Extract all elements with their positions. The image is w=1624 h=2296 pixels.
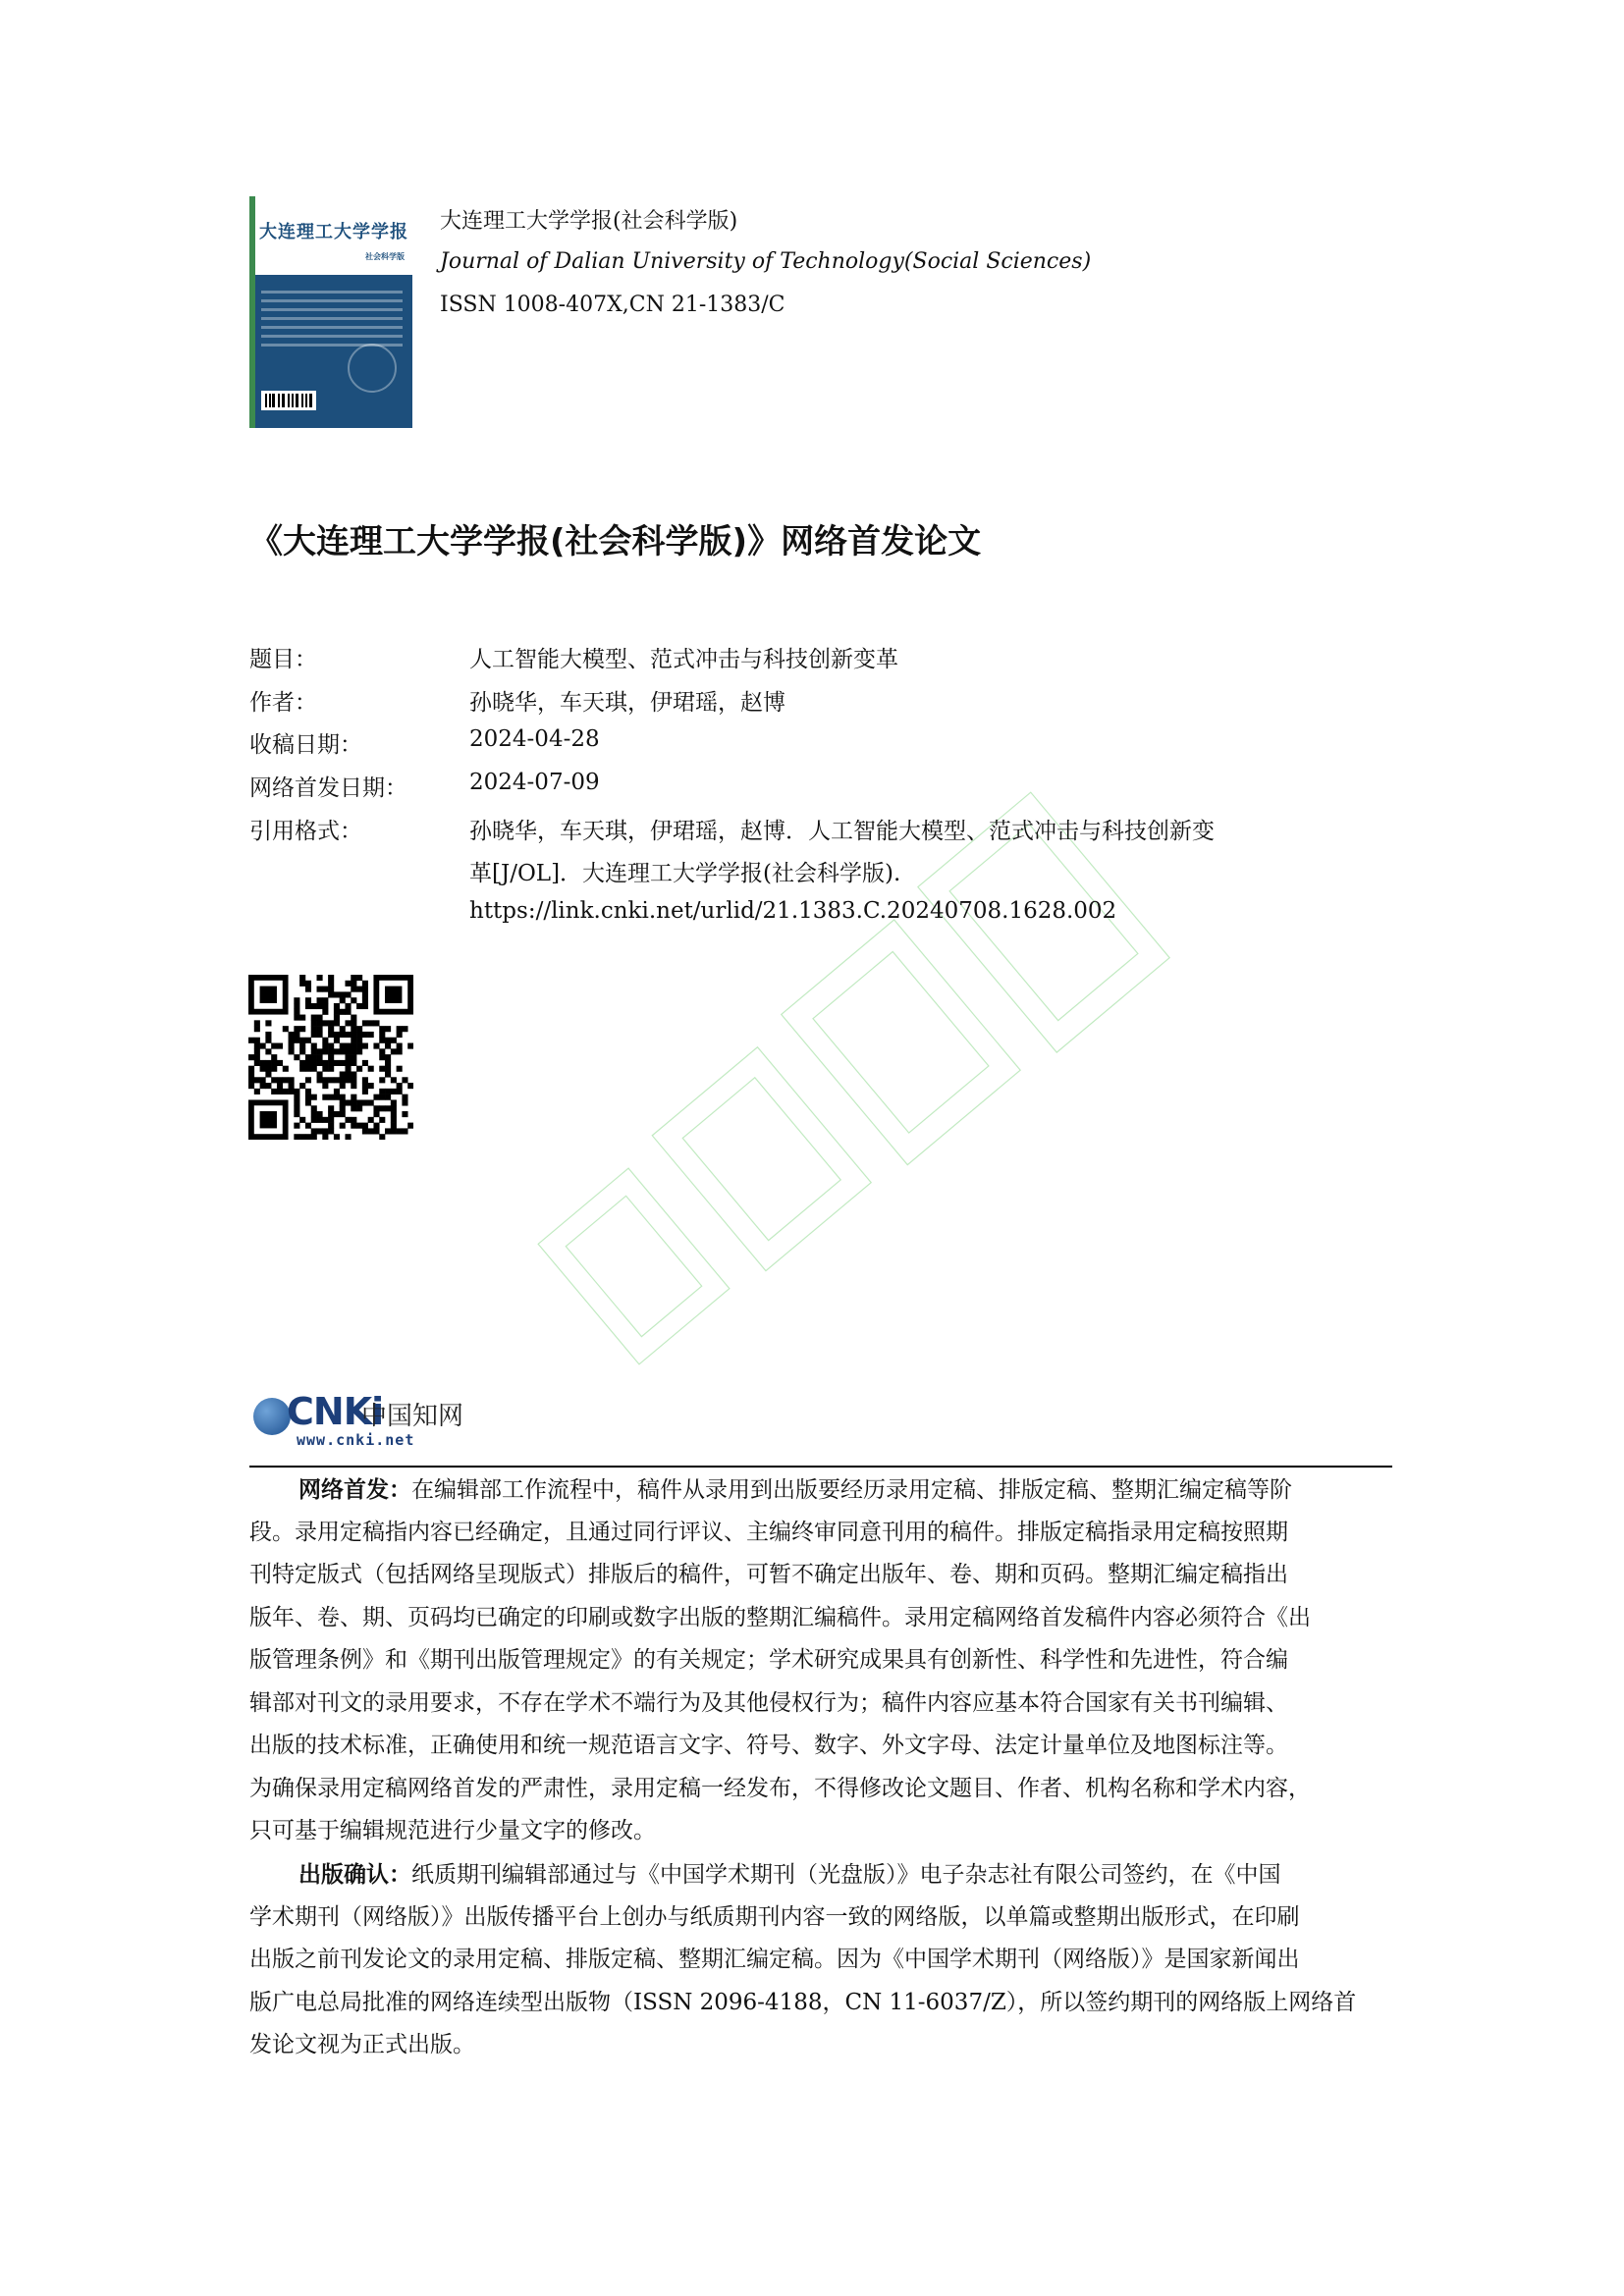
cover-seal-emblem (348, 344, 397, 393)
cover-title: 大连理工大学学报 (259, 222, 408, 242)
journal-name-cn: 大连理工大学学报(社会科学版) (440, 209, 738, 234)
meta-label-citation: 引用格式： (249, 819, 362, 844)
notice-line: 为确保录用定稿网络首发的严肃性，录用定稿一经发布，不得修改论文题目、作者、机构名称和学术内容， (249, 1775, 1311, 1801)
meta-value-online-date: 2024-07-09 (469, 770, 600, 795)
cover-edition: 社会科学版 (365, 251, 405, 261)
meta-value-title: 人工智能大模型、范式冲击与科技创新变革 (469, 647, 898, 672)
journal-cover-image (249, 196, 412, 428)
meta-label-received: 收稿日期： (249, 732, 362, 758)
notice-lead-publication-confirm: 出版确认： (298, 1861, 411, 1888)
journal-issn: ISSN 1008-407X,CN 21-1383/C (440, 293, 785, 317)
cover-side-strip (249, 196, 255, 428)
divider-rule (249, 1466, 1392, 1468)
journal-name-en: Journal of Dalian University of Technology(Social Sciences) (440, 249, 1092, 274)
notice-line: 只可基于编辑规范进行少量文字的修改。 (249, 1818, 656, 1843)
cnki-logo (253, 1390, 479, 1449)
cover-barcode (261, 391, 316, 410)
cnki-watermark (471, 687, 1218, 1492)
meta-label-online-date: 网络首发日期： (249, 775, 407, 801)
notice-paragraph-online-first (249, 1468, 1392, 1853)
notice-line: 出版之前刊发论文的录用定稿、排版定稿、整期汇编定稿。因为《中国学术期刊（网络版）》是国家新闻出 (249, 1947, 1300, 1972)
document-title: 《大连理工大学学报(社会科学版)》网络首发论文 (249, 522, 982, 561)
qr-code (248, 975, 413, 1140)
meta-value-authors: 孙晓华，车天琪，伊珺瑶，赵博 (469, 690, 785, 716)
notice-line: 出版的技术标准，正确使用和统一规范语言文字、符号、数字、外文字母、法定计量单位及地图标注等。 (249, 1733, 1288, 1758)
cnki-name-cn: 中国知网 (361, 1402, 464, 1431)
notice-lead-online-first: 网络首发： (298, 1476, 411, 1503)
notice-line: 辑部对刊文的录用要求，不存在学术不端行为及其他侵权行为；稿件内容应基本符合国家有关书刊编辑、 (249, 1689, 1288, 1716)
meta-label-authors: 作者： (249, 690, 317, 716)
notice-line: 版广电总局批准的网络连续型出版物（ISSN 2096-4188，CN 11-6037/Z），所以签约期刊的网络版上网络首 (249, 1989, 1357, 2015)
notice-paragraph-publication-confirm (249, 1853, 1392, 2067)
notice-line: 出版确认：纸质期刊编辑部通过与《中国学术期刊（光盘版）》电子杂志社有限公司签约，在《中国 (298, 1861, 1281, 1888)
cnki-globe-icon (253, 1398, 291, 1435)
meta-value-received: 2024-04-28 (469, 726, 600, 752)
notice-line: 发论文视为正式出版。 (249, 2032, 475, 2057)
meta-label-title: 题目： (249, 647, 317, 672)
citation-line: 孙晓华，车天琪，伊珺瑶，赵博．人工智能大模型、范式冲击与科技创新变 (469, 819, 1215, 844)
cnki-brand-text: CNKi (287, 1390, 384, 1433)
notice-line: 版管理条例》和《期刊出版管理规定》的有关规定；学术研究成果具有创新性、科学性和先进性，符合编 (249, 1647, 1288, 1673)
notice-line: 刊特定版式（包括网络呈现版式）排版后的稿件，可暂不确定出版年、卷、期和页码。整期汇编定稿指出 (249, 1562, 1288, 1587)
cover-contents-lines (261, 285, 403, 352)
citation-line: 革[J/OL]．大连理工大学学报(社会科学版). (469, 861, 901, 886)
notice-line: 学术期刊（网络版）》出版传播平台上创办与纸质期刊内容一致的网络版，以单篇或整期出版形式，在印刷 (249, 1903, 1300, 1930)
notice-line: 网络首发：在编辑部工作流程中，稿件从录用到出版要经历录用定稿、排版定稿、整期汇编定稿等阶 (298, 1476, 1292, 1503)
notice-line: 段。录用定稿指内容已经确定，且通过同行评议、主编终审同意刊用的稿件。排版定稿指录用定稿按照期 (249, 1519, 1288, 1545)
notice-line: 版年、卷、期、页码均已确定的印刷或数字出版的整期汇编稿件。录用定稿网络首发稿件内容必须符合《出 (249, 1604, 1311, 1630)
cnki-url: www.cnki.net (297, 1431, 415, 1449)
citation-url-link[interactable]: https://link.cnki.net/urlid/21.1383.C.20240708.1628.002 (469, 898, 1117, 924)
